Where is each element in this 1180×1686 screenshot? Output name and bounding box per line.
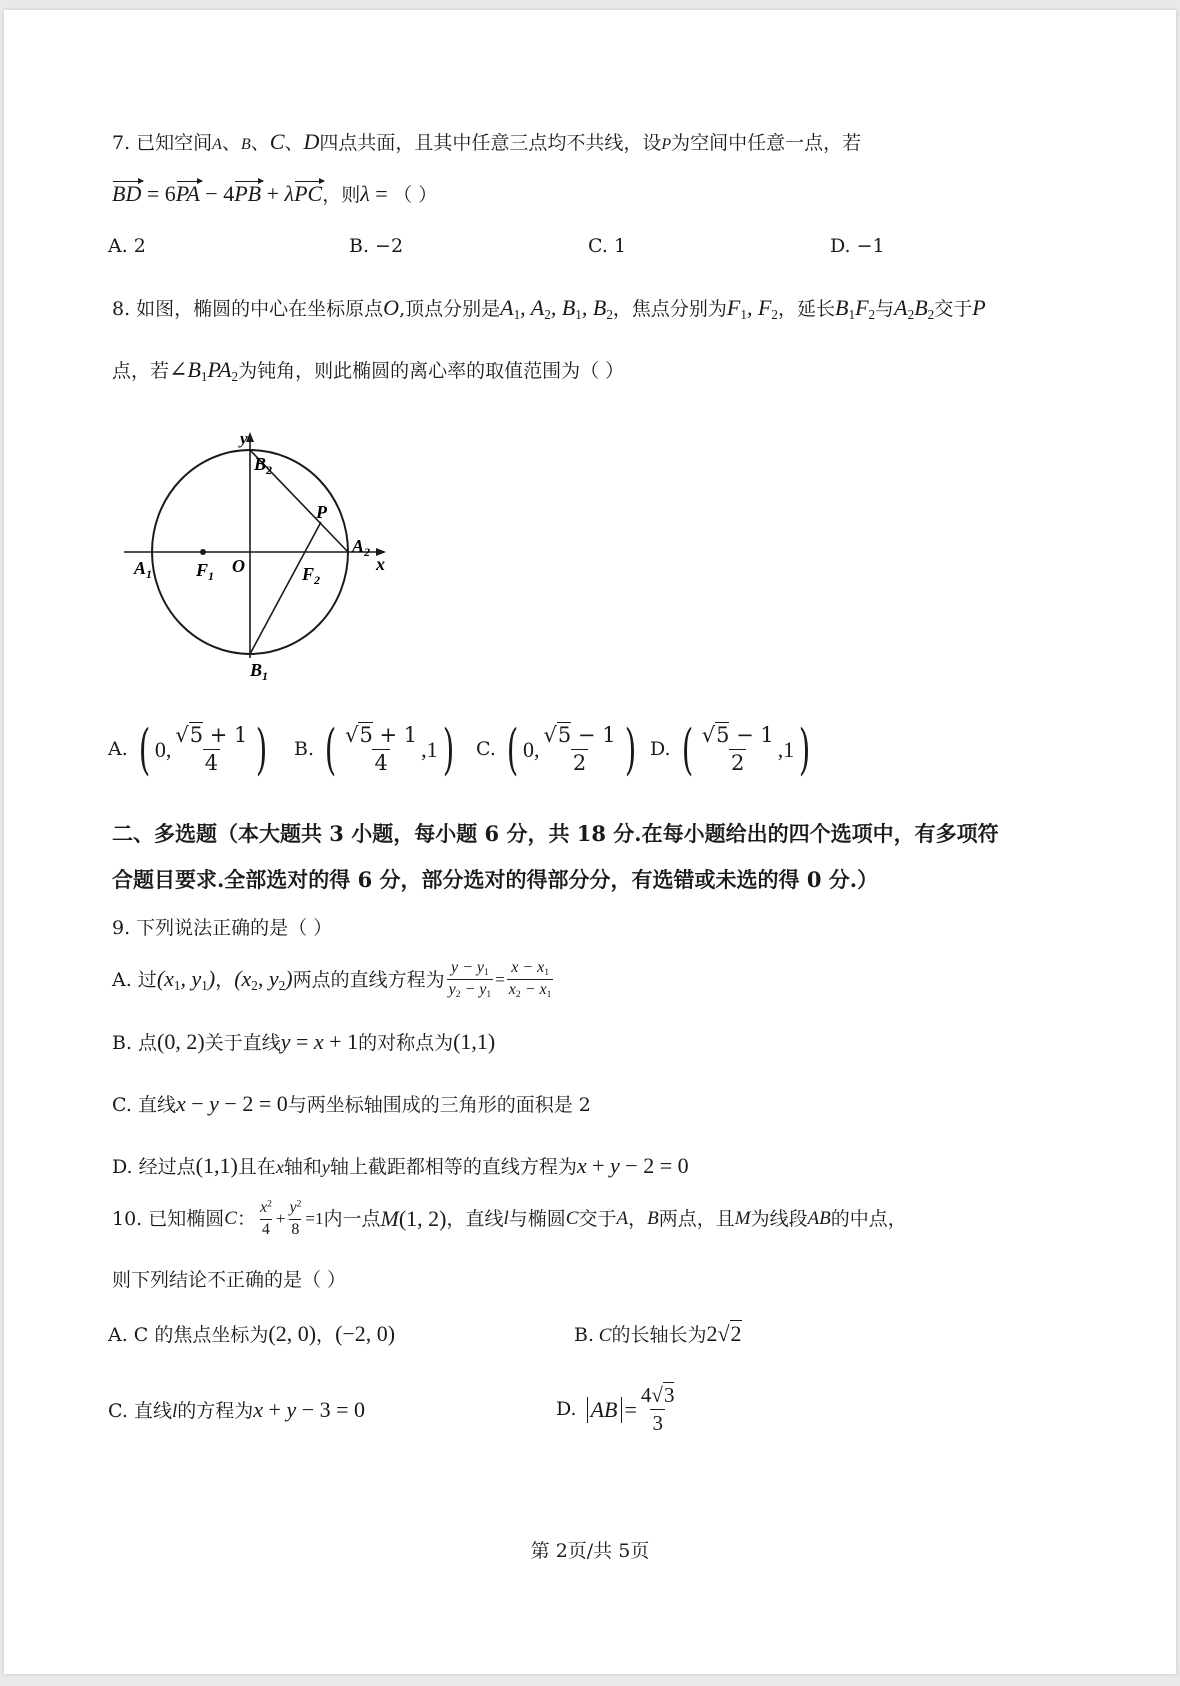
- q7-option-a[interactable]: A. 2: [108, 235, 146, 257]
- label-p: P: [316, 502, 327, 522]
- label-a1: $A_1$: [134, 558, 153, 581]
- q9-option-c[interactable]: C. 直线x − y − 2 = 0与两坐标轴围成的三角形的面积是 2: [112, 1091, 591, 1116]
- q10-line1: 10. 已知椭圆 C ： $\frac{x^2}{4}$ + $\frac{y^2}{8}$ =1 内一点 M (1, 2) ，直线 l 与椭圆 C 交于 A ， B 两点，且 M 为线段 AB 的中点，: [112, 1198, 907, 1241]
- q10-option-a[interactable]: A. C 的焦点坐标为(2, 0)，(−2, 0): [108, 1321, 396, 1346]
- q7-option-c[interactable]: C. 1: [588, 235, 627, 257]
- label-x: x: [376, 554, 385, 574]
- section2-heading-line2: 合题目要求.全部选对的得 6 分，部分选对的得部分分，有选错或未选的得 0 分.）: [112, 867, 879, 892]
- q8-option-a[interactable]: A. ( 0, $\frac{√5 + 1}{4}$ ): [108, 717, 268, 781]
- page-footer: 第 2页/共 5页: [530, 1540, 650, 1562]
- q10-option-d[interactable]: D. AB = $\frac{4√3}{3}$: [556, 1382, 678, 1438]
- q10-option-c[interactable]: C. 直线l的方程为x + y − 3 = 0: [108, 1397, 366, 1422]
- q7-line1: 7. 已知空间A、B、C、D四点共面，且其中任意三点均不共线，设P为空间中任意一点，若: [112, 129, 862, 154]
- q7-option-d[interactable]: D. −1: [830, 235, 885, 257]
- q8-option-b[interactable]: B. ( $\frac{√5 + 1}{4}$ ,1 ): [294, 717, 455, 781]
- q9-option-b[interactable]: B. 点(0, 2)关于直线y = x + 1的对称点为(1,1): [112, 1029, 496, 1054]
- label-b2: $B_2$: [254, 454, 273, 477]
- segment-b1-p: [250, 522, 321, 654]
- section2-heading-line1: 二、多选题（本大题共 3 小题，每小题 6 分，共 18 分.在每小题给出的四个选项中，有多项符: [112, 821, 999, 846]
- label-o: O: [232, 556, 245, 576]
- q8-line1: 8. 如图，椭圆的中心在坐标原点O,顶点分别是$A_1$, $A_2$, $B_1$, $B_2$，焦点分别为$F_1$, $F_2$，延长$B_1F_2$与$A_2B_2$交于P: [112, 295, 986, 322]
- ellipse-figure: [114, 430, 404, 690]
- q8-option-d[interactable]: D. ( $\frac{√5 - 1}{2}$ ,1 ): [650, 717, 811, 781]
- q9-stem: 9. 下列说法正确的是（ ）: [112, 917, 333, 939]
- label-f2: $F_2$: [302, 564, 321, 587]
- q10-option-b[interactable]: B. C的长轴长为2√2: [574, 1321, 742, 1346]
- q8-option-c[interactable]: C. ( 0, $\frac{√5 - 1}{2}$ ): [476, 717, 636, 781]
- q9-option-a[interactable]: A. 过 ($x_1$, $y_1$) ， ($x_2$, $y_2$) 两点的直线方程为 $\frac{y - y_1}{y_2 - y_1}$ = $\frac{x - x_1}{x_2 - x_1}$: [112, 959, 552, 1001]
- q9-option-d[interactable]: D. 经过点(1,1)且在x轴和y轴上截距都相等的直线方程为x + y − 2 = 0: [112, 1153, 689, 1178]
- exam-page: [4, 10, 1176, 1674]
- q8-line2: 点，若$\angle B_1PA_2$为钝角，则此椭圆的离心率的取值范围为（ ）: [112, 357, 625, 384]
- q10-line2: 则下列结论不正确的是（ ）: [112, 1269, 347, 1291]
- label-y: y: [240, 430, 248, 448]
- q7-option-b[interactable]: B. −2: [349, 235, 404, 257]
- label-b1: $B_1$: [250, 660, 269, 683]
- label-f1: $F_1$: [196, 560, 215, 583]
- label-a2: $A_2$: [352, 536, 371, 559]
- point-f1: [200, 549, 206, 555]
- q7-line2: BD = 6PA − 4PB + λPC，则λ = （ ）: [112, 180, 437, 209]
